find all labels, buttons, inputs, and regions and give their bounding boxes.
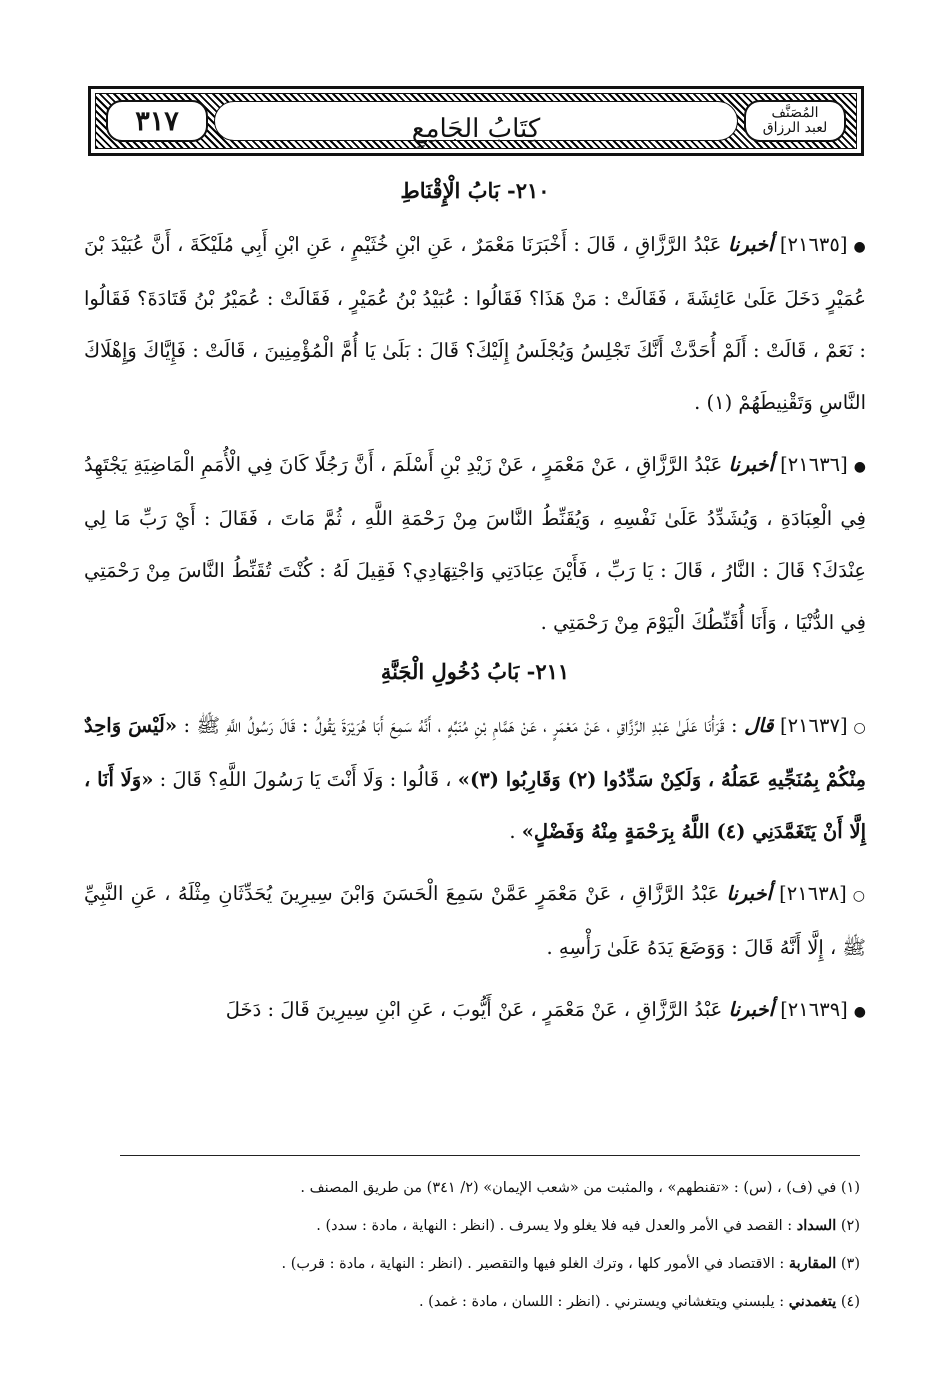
hadith-text: : قَرَأْنَا عَلَىٰ عَبْدِ الرَّزَّاقِ ، عَنْ مَعْمَرٍ ، عَنْ هَمَّامِ بْنِ مُنَبِّهٍ ، أَنَّهُ سَمِعَ أَبَا هُرَيْرَةَ يَقُولُ : قَالَ رَسُولُ اللَّهِ ﷺ : bbox=[183, 714, 738, 737]
akhbarana-label: أخبرنا bbox=[726, 882, 772, 905]
chapter-heading: ٢١٠- بَابُ الْإِقْنَاطِ bbox=[400, 178, 550, 203]
footnote-term: يتغمدني bbox=[788, 1293, 837, 1310]
hadith-end: . bbox=[509, 820, 516, 843]
footnote bbox=[120, 1174, 860, 1203]
hadith-entry bbox=[84, 984, 866, 1038]
hadith-entry bbox=[84, 868, 866, 974]
akhbarana-label: أخبرنا bbox=[728, 453, 774, 476]
footnote-term: السداد bbox=[796, 1217, 837, 1234]
footnote-text: في (ف) ، (س) : «تقنطهم» ، والمثبت من «شعب الإيمان» (٢/ ٣٤١) من طريق المصنف . bbox=[300, 1180, 837, 1196]
bullet-marker: ● bbox=[853, 459, 866, 475]
footnote-text: : يلبسني ويتغشاني ويسترني . (انظر : اللسان ، مادة : غمد) . bbox=[418, 1294, 785, 1310]
footnote-text: : الاقتصاد في الأمور كلها ، وترك الغلو فيها والتقصير . (انظر : النهاية ، مادة : قرب) . bbox=[281, 1256, 785, 1272]
main-text bbox=[84, 170, 866, 1048]
akhbarana-label: أخبرنا bbox=[728, 998, 774, 1021]
hadith-entry bbox=[84, 439, 866, 649]
qala-label: قال bbox=[744, 714, 774, 737]
hadith-entry bbox=[84, 219, 866, 429]
hadith-text: عَبْدُ الرَّزَّاقِ ، عَنْ مَعْمَرٍ ، عَنْ أَيُّوبَ ، عَنِ ابْنِ سِيرِينَ قَالَ : دَخَلَ bbox=[225, 998, 723, 1021]
footnotes bbox=[120, 1155, 860, 1325]
hadith-number: [٢١٦٣٥] bbox=[779, 233, 848, 256]
footnote bbox=[120, 1211, 860, 1241]
hadith-number: [٢١٦٣٦] bbox=[780, 453, 848, 476]
chapter-heading: ٢١١- بَابُ دُخُولِ الْجَنَّةِ bbox=[380, 659, 570, 684]
footnote bbox=[120, 1249, 860, 1279]
bullet-marker: ● bbox=[853, 1004, 866, 1020]
bullet-marker: ● bbox=[853, 239, 866, 255]
footnote-number: (١) bbox=[840, 1180, 860, 1196]
emblem-line-1: المُصَنَّف bbox=[771, 105, 819, 121]
footnote-number: (٤) bbox=[840, 1294, 860, 1310]
hadith-number: [٢١٦٣٧] bbox=[779, 714, 848, 737]
footnote-term: المقاربة bbox=[788, 1255, 837, 1272]
circle-marker: ○ bbox=[852, 888, 867, 904]
footnote-number: (٢) bbox=[840, 1218, 860, 1234]
hadith-text: عَبْدُ الرَّزَّاقِ ، قَالَ : أَخْبَرَنَا مَعْمَرٌ ، عَنِ ابْنِ خُثَيْمٍ ، عَنِ ابْنِ أَبِي مُلَيْكَةَ ، أَنَّ عُبَيْدَ بْنَ عُمَيْرٍ دَخَلَ عَلَىٰ عَائِشَةَ ، فَقَالَتْ : مَنْ هَذَا؟ فَقَالُوا : عُبَيْدُ بْنُ عُمَيْرٍ ، فَقَالَتْ : عُمَيْرُ بْنُ قَتَادَةَ؟ فَقَالُوا : نَعَمْ ، قَالَتْ : أَلَمْ أُحَدَّثْ أَنَّكَ تَجْلِسُ وَيُجْلَسُ إِلَيْكَ؟ قَالَ : بَلَىٰ يَا أُمَّ الْمُؤْمِنِينَ ، قَالَتْ : فَإِيَّاكَ وَإِهْلَاكَ النَّاسِ وَتَقْنِيطَهُمْ (١) . bbox=[84, 233, 866, 414]
hadith-number: [٢١٦٣٩] bbox=[780, 998, 848, 1021]
circle-marker: ○ bbox=[853, 720, 867, 736]
hadith-number: [٢١٦٣٨] bbox=[779, 882, 847, 905]
header-frame bbox=[95, 93, 857, 149]
book-emblem bbox=[744, 100, 846, 142]
hadith-text: عَبْدُ الرَّزَّاقِ ، عَنْ مَعْمَرٍ عَمَّنْ سَمِعَ الْحَسَنَ وَابْنَ سِيرِينَ يُحَدِّثَانِ مِثْلَهُ ، عَنِ النَّبِيِّ ﷺ ، إِلَّا أَنَّهُ قَالَ : وَوَضَعَ يَدَهُ عَلَىٰ رَأْسِهِ . bbox=[84, 882, 866, 959]
page-number: ٣١٧ bbox=[135, 105, 179, 137]
footnote bbox=[120, 1287, 860, 1317]
hadith-entry bbox=[84, 700, 866, 858]
emblem-text bbox=[763, 106, 827, 136]
footnote-number: (٣) bbox=[840, 1256, 860, 1272]
prophetic-quote: «وَلَا أَنَا ، إِلَّا أَنْ يَتَغَمَّدَنِي (٤) اللَّهُ بِرَحْمَةٍ مِنْهُ وَفَضْلٍ» bbox=[84, 768, 866, 843]
title-cartouche bbox=[214, 101, 738, 144]
akhbarana-label: أخبرنا bbox=[727, 233, 774, 256]
prophetic-quote: «لَيْسَ وَاحِدٌ مِنْكُمْ بِمُنَجِّيهِ عَمَلُهُ ، وَلَكِنْ سَدِّدُوا (٢) وَقَارِبُوا (٣)» bbox=[84, 714, 867, 791]
page-number-box bbox=[106, 100, 208, 142]
hadith-text-continued: ، قَالُوا : وَلَا أَنْتَ يَا رَسُولَ اللَّهِ؟ قَالَ : bbox=[159, 768, 452, 791]
footnote-text: : القصد في الأمر والعدل فيه فلا يغلو ولا يسرف . (انظر : النهاية ، مادة : سدد) . bbox=[316, 1218, 793, 1234]
hadith-text: عَبْدُ الرَّزَّاقِ ، عَنْ مَعْمَرٍ ، عَنْ زَيْدِ بْنِ أَسْلَمَ ، أَنَّ رَجُلًا كَانَ فِي الْأُمَمِ الْمَاضِيَةِ يَجْتَهِدُ فِي الْعِبَادَةِ ، وَيُشَدِّدُ عَلَىٰ نَفْسِهِ ، وَيُقَنِّطُ النَّاسَ مِنْ رَحْمَةِ اللَّهِ ، ثُمَّ مَاتَ ، فَقَالَ : أَيْ رَبِّ مَا لِي عِنْدَكَ؟ قَالَ : النَّارُ ، قَالَ : يَا رَبِّ ، فَأَيْنَ عِبَادَتِي وَاجْتِهَادِي؟ فَقِيلَ لَهُ : كُنْتَ تُقَنِّطُ النَّاسَ مِنْ رَحْمَتِي فِي الدُّنْيَا ، وَأَنَا أُقَنِّطُكَ الْيَوْمَ مِنْ رَحْمَتِي . bbox=[84, 453, 866, 634]
page-header bbox=[88, 86, 864, 156]
emblem-line-2: لعبد الرزاق bbox=[762, 120, 828, 136]
book-title: كِتَابُ الجَامِعِ bbox=[411, 114, 541, 144]
